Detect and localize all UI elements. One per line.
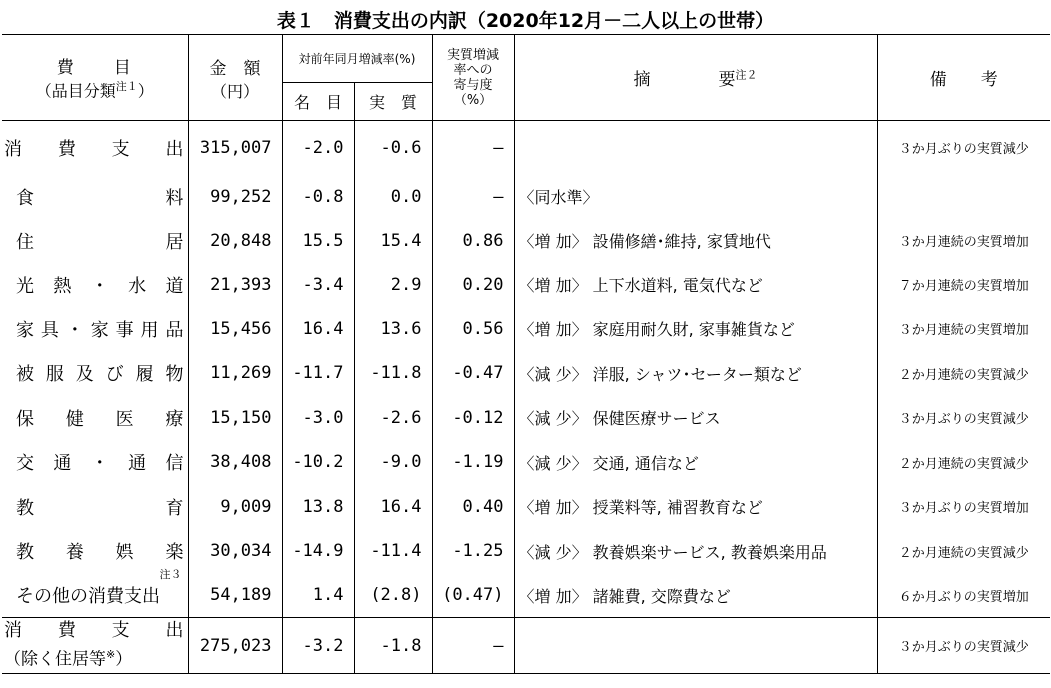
remarks-cell: ７か月連続の実質増加	[898, 279, 1029, 294]
summary-cell: 〈増 加〉 上下水道料, 電気代など	[514, 263, 877, 307]
nominal-rate-cell: 16.4	[282, 307, 354, 351]
real-rate-cell: 13.6	[354, 307, 432, 351]
item-name-char: 光	[16, 275, 34, 297]
item-name-char: 教	[16, 497, 34, 519]
summary-cell	[514, 121, 877, 175]
table-row	[2, 574, 1050, 618]
summary-cell: 〈減 少〉 交通, 通信など	[514, 440, 877, 485]
amount-cell: 11,269	[188, 351, 282, 396]
table-title: 表１ 消費支出の内訳（2020年12月－二人以上の世帯）	[276, 10, 775, 32]
item-name-cell	[2, 219, 188, 263]
table-row	[2, 307, 1050, 351]
remarks-cell: ６か月ぶりの実質増加	[898, 589, 1029, 605]
item-name-char: 具	[40, 319, 59, 341]
remarks-cell: ３か月連続の実質増加	[898, 235, 1029, 250]
real-rate-cell: -0.6	[354, 121, 432, 175]
table-row	[2, 485, 1050, 529]
real-rate-cell: (2.8)	[354, 574, 432, 618]
header-item-note: 注１	[115, 80, 138, 94]
amount-cell: 38,408	[188, 440, 282, 485]
item-name-char: 通	[53, 453, 72, 474]
contribution-cell: 0.56	[432, 307, 514, 351]
summary-cell: 〈減 少〉 保健医療サービス	[514, 396, 877, 440]
nominal-rate-cell: -14.9	[282, 529, 354, 574]
item-name-char: 通	[128, 453, 147, 474]
header-contribution	[432, 35, 514, 121]
nominal-rate-cell: -3.0	[282, 396, 354, 440]
footer-name-char: 消	[4, 620, 22, 642]
item-name-char: 出	[165, 138, 184, 160]
contribution-cell: ―	[432, 121, 514, 175]
table-row	[2, 440, 1050, 485]
nominal-rate-cell: -11.7	[282, 351, 354, 396]
table-row	[2, 121, 1050, 175]
amount-cell: 30,034	[188, 529, 282, 574]
contribution-cell: -0.47	[432, 351, 514, 396]
item-name-char: 家	[90, 319, 109, 341]
footer-name-line2: （除く住居等	[4, 649, 106, 670]
item-name-cell	[2, 440, 188, 485]
summary-cell: 〈増 加〉 家庭用耐久財, 家事雑貨など	[514, 307, 877, 351]
header-remarks: 備 考	[877, 35, 1050, 121]
real-rate-cell: -9.0	[354, 440, 432, 485]
table-row	[2, 351, 1050, 396]
item-name-cell	[2, 263, 188, 307]
contribution-cell: 0.40	[432, 485, 514, 529]
header-item-close: ）	[137, 81, 154, 101]
item-name-char: 履	[135, 364, 154, 385]
header-contrib-line2: 率への	[453, 62, 493, 78]
item-name-char: 食	[16, 187, 34, 209]
header-real: 実 質	[354, 83, 432, 121]
remarks-cell	[877, 175, 1050, 219]
item-name-char: 及	[75, 364, 94, 385]
item-name-char: ・	[65, 319, 84, 341]
nominal-rate-cell: -3.4	[282, 263, 354, 307]
amount-cell: 99,252	[188, 175, 282, 219]
footer-real: -1.8	[354, 618, 432, 674]
remarks-cell: ３か月ぶりの実質増加	[898, 501, 1029, 516]
header-item-label: 費 目	[56, 58, 133, 79]
nominal-rate-cell: 15.5	[282, 219, 354, 263]
summary-cell: 〈減 少〉 洋服, シャツ･セーター類など	[514, 351, 877, 396]
item-name-char: 被	[16, 364, 34, 385]
footer-amount: 275,023	[188, 618, 282, 674]
item-name-note: 注３	[159, 567, 182, 581]
table-row	[2, 263, 1050, 307]
nominal-rate-cell: -10.2	[282, 440, 354, 485]
contribution-cell: -0.12	[432, 396, 514, 440]
item-name-char: 事	[115, 319, 134, 341]
amount-cell: 15,150	[188, 396, 282, 440]
item-name-char: 服	[45, 364, 64, 385]
item-name-cell	[2, 175, 188, 219]
amount-cell: 15,456	[188, 307, 282, 351]
header-item-class: （品目分類	[35, 81, 116, 101]
summary-cell: 〈減 少〉 教養娯楽サービス, 教養娯楽用品	[514, 529, 877, 574]
footer-name-char: 支	[111, 620, 130, 642]
footer-row	[2, 618, 1050, 674]
contribution-cell: ―	[432, 175, 514, 219]
item-name-cell	[2, 307, 188, 351]
item-name-char: 教	[16, 542, 34, 563]
footer-name-mark: ※	[106, 648, 116, 662]
header-amount-unit: （円）	[210, 81, 259, 101]
footer-name-char: 出	[165, 620, 184, 642]
amount-cell: 54,189	[188, 574, 282, 618]
footer-contribution: ―	[432, 618, 514, 674]
item-name-char: 料	[165, 187, 184, 209]
header-summary	[514, 35, 877, 121]
item-name-char: 水	[128, 275, 147, 297]
header-contrib-line1: 実質増減	[446, 47, 499, 63]
item-name-char: ・	[90, 275, 109, 297]
nominal-rate-cell: 13.8	[282, 485, 354, 529]
footer-name-close: ）	[115, 649, 133, 670]
remarks-cell: ３か月連続の実質増加	[898, 323, 1029, 338]
summary-cell: 〈増 加〉 授業料等, 補習教育など	[514, 485, 877, 529]
real-rate-cell: -2.6	[354, 396, 432, 440]
real-rate-cell: -11.4	[354, 529, 432, 574]
contribution-cell: -1.25	[432, 529, 514, 574]
header-item	[2, 35, 188, 121]
item-name-char: 物	[165, 364, 184, 385]
header-summary-label: 摘 要	[633, 70, 736, 90]
item-name-char: 用	[140, 319, 159, 341]
expenditure-table	[2, 34, 1050, 674]
summary-cell: 〈増 加〉 設備修繕･維持, 家賃地代	[514, 219, 877, 263]
item-name-char: び	[105, 364, 124, 385]
amount-cell: 315,007	[188, 121, 282, 175]
header-amount	[188, 35, 282, 121]
footer-remarks: ３か月ぶりの実質減少	[877, 618, 1050, 674]
item-name-cell	[2, 351, 188, 396]
item-name-char: 療	[165, 408, 184, 430]
item-name-char: 育	[165, 497, 184, 519]
header-yoy: 対前年同月増減率(%)	[282, 35, 432, 83]
amount-cell: 20,848	[188, 219, 282, 263]
item-name-char: 道	[165, 275, 184, 297]
item-name-char: 家	[16, 319, 34, 341]
header-contrib-line4: （%）	[453, 92, 493, 108]
contribution-cell: -1.19	[432, 440, 514, 485]
item-name-char: その他の消費支出	[16, 586, 160, 608]
nominal-rate-cell: -0.8	[282, 175, 354, 219]
item-name-char: 品	[165, 319, 184, 341]
contribution-cell: (0.47)	[432, 574, 514, 618]
footer-item-name	[2, 618, 188, 674]
item-name-char: 娯	[115, 542, 134, 563]
item-name-char: 消	[4, 138, 22, 160]
table-row	[2, 396, 1050, 440]
nominal-rate-cell: 1.4	[282, 574, 354, 618]
footer-nominal: -3.2	[282, 618, 354, 674]
real-rate-cell: -11.8	[354, 351, 432, 396]
item-name-char: 医	[115, 408, 134, 430]
remarks-cell: ２か月連続の実質減少	[898, 545, 1029, 561]
header-summary-note: 注２	[735, 68, 758, 82]
header-amount-label: 金 額	[209, 58, 261, 79]
real-rate-cell: 15.4	[354, 219, 432, 263]
table-body	[2, 121, 1050, 618]
item-name-char: 交	[16, 453, 34, 474]
summary-cell: 〈同水準〉	[514, 175, 877, 219]
remarks-cell: ３か月ぶりの実質減少	[898, 412, 1029, 427]
table-row	[2, 219, 1050, 263]
remarks-cell: ２か月連続の実質減少	[898, 456, 1029, 472]
item-name-char: 養	[65, 542, 84, 563]
item-name-cell	[2, 121, 188, 175]
contribution-cell: 0.20	[432, 263, 514, 307]
item-name-cell	[2, 567, 188, 618]
item-name-char: 楽	[165, 542, 184, 563]
footer-name-char: 費	[57, 620, 76, 642]
item-name-char: 住	[16, 231, 34, 253]
item-name-char: 保	[16, 408, 34, 430]
real-rate-cell: 0.0	[354, 175, 432, 219]
item-name-char: 居	[165, 231, 184, 253]
item-name-char: ・	[90, 453, 109, 474]
summary-cell: 〈増 加〉 諸雑費, 交際費など	[514, 574, 877, 618]
item-name-char: 健	[65, 408, 84, 430]
item-name-char: 信	[165, 453, 184, 474]
footer-name-line1	[4, 619, 184, 643]
item-name-char: 費	[57, 138, 76, 160]
item-name-char: 熱	[53, 275, 72, 297]
table-row	[2, 175, 1050, 219]
item-name-cell	[2, 396, 188, 440]
remarks-cell: ２か月連続の実質減少	[898, 367, 1029, 383]
header-nominal: 名 目	[282, 83, 354, 121]
footer-summary	[514, 618, 877, 674]
contribution-cell: 0.86	[432, 219, 514, 263]
amount-cell: 9,009	[188, 485, 282, 529]
item-name-cell	[2, 485, 188, 529]
item-name-char: 支	[111, 138, 130, 160]
remarks-cell: ３か月ぶりの実質減少	[898, 142, 1029, 158]
real-rate-cell: 2.9	[354, 263, 432, 307]
nominal-rate-cell: -2.0	[282, 121, 354, 175]
amount-cell: 21,393	[188, 263, 282, 307]
header-contrib-line3: 寄与度	[453, 77, 493, 93]
real-rate-cell: 16.4	[354, 485, 432, 529]
